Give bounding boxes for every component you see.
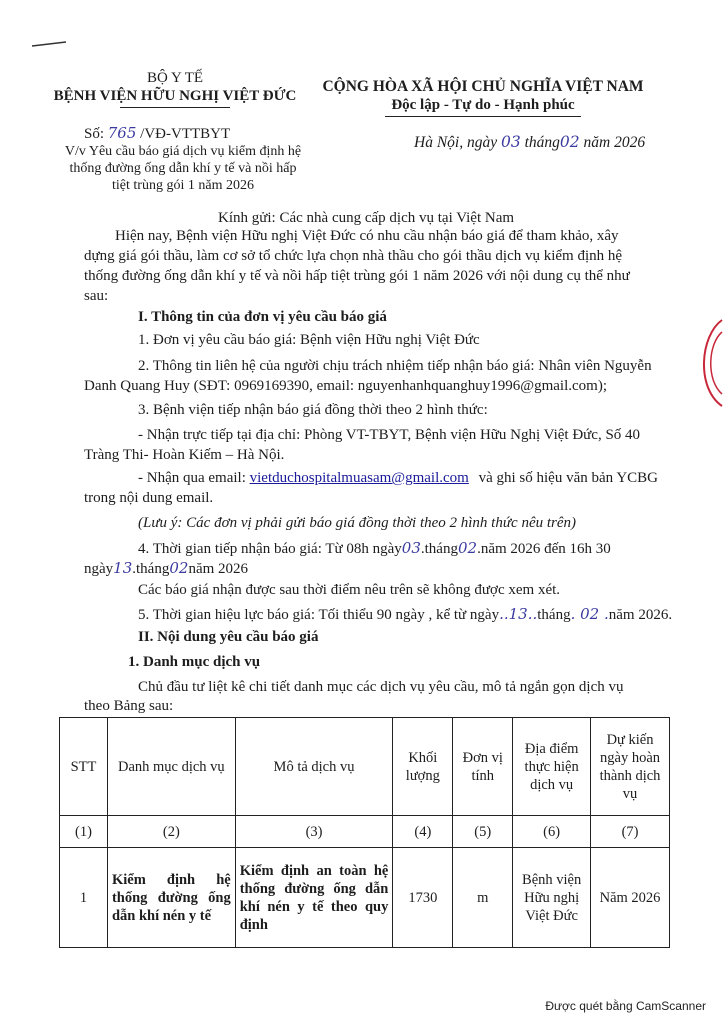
pen-mark [30,38,70,50]
place-date-prefix: Hà Nội, ngày [414,134,498,151]
item2-line: 2. Thông tin liên hệ của người chịu trách nhiệm tiếp nhận báo giá: Nhân viên Nguyễn [138,358,652,374]
late-note: Các báo giá nhận được sau thời điểm nêu trên sẽ không được xem xét. [138,582,561,598]
intro-line: thống đường ống dẫn khí y tế và nồi hấp tiệt trùng gói 1 năm 2026 với nội dung cụ thể như [84,268,630,284]
list-intro-line: Chủ đầu tư liệt kê chi tiết danh mục các dịch vụ yêu cầu, mô tả ngắn gọn dịch vụ [138,679,624,695]
hospital-underline [120,107,230,108]
item4-day2: 13 [113,559,133,577]
table-header-cell: Dự kiến ngày hoàn thành dịch vụ [591,718,670,816]
place-date [414,133,645,152]
item4-text: năm 2026 [188,561,249,577]
table-cell: Bệnh viện Hữu nghị Việt Đức [513,848,591,948]
hospital-name: BỆNH VIỆN HỮU NGHỊ VIỆT ĐỨC [53,88,297,104]
table-number-cell: (4) [393,816,453,848]
item5 [138,604,672,625]
table-cell: 1730 [393,848,453,948]
table-number-row [60,816,670,848]
table-header-cell: Mô tả dịch vụ [235,718,393,816]
note: (Lưu ý: Các đơn vị phải gửi báo giá đồng thời theo 2 hình thức nêu trên) [138,515,577,531]
item2-line: Danh Quang Huy (SĐT: 0969169390, email: nguyenhanhquanghuy1996@gmail.com); [84,378,607,394]
number-suffix: /VĐ-VTTBYT [140,126,231,142]
motto: Độc lập - Tự do - Hạnh phúc [391,97,575,113]
intro-line: sau: [84,288,109,304]
scanner-watermark: Được quét bằng CamScanner [545,999,706,1013]
red-stamp-fragment [692,318,724,408]
table-cell: m [453,848,513,948]
intro-line: Hiện nay, Bệnh viện Hữu nghị Việt Đức có nhu cầu nhận báo giá để tham khảo, xây [115,228,619,244]
table-header-cell: Danh mục dịch vụ [107,718,235,816]
day-handwritten: 03 [500,133,521,151]
table-cell: Kiểm định an toàn hệ thống đường ống dẫn khí nén y tế theo quy định [235,848,393,948]
item5-day: ..13.. [499,605,538,623]
subsection1-title: 1. Danh mục dịch vụ [128,654,261,670]
table-header-cell: Đơn vị tính [453,718,513,816]
item5-text: năm 2026. [608,607,673,623]
item3b-prefix: - Nhận qua email: [138,470,246,486]
item4-line2 [84,558,248,579]
table-number-cell: (1) [60,816,108,848]
service-table [59,717,670,948]
item4-text: 4. Thời gian tiếp nhận báo giá: Từ 08h ngày [138,541,402,557]
table-cell: Năm 2026 [591,848,670,948]
subject-line: V/v Yêu cầu báo giá dịch vụ kiểm định hệ [64,144,302,159]
month-handwritten: 02 [559,133,580,151]
table-number-cell: (3) [235,816,393,848]
table-number-cell: (6) [513,816,591,848]
item5-text: 5. Thời gian hiệu lực báo giá: Tối thiểu 90 ngày , kể từ ngày [138,607,500,623]
item4-line1 [138,538,611,559]
item4-month1: 02 [457,539,478,557]
subject-line: tiệt trùng gói 1 năm 2026 [112,178,254,193]
email-link[interactable]: vietduchospitalmuasam@gmail.com [249,470,469,486]
item5-month: . 02 . [570,605,609,623]
document-number [84,124,230,143]
item4-day1: 03 [401,539,421,557]
subject-line: thống đường ống dẫn khí y tế và nồi hấp [69,161,297,176]
year-text: năm 2026 [583,134,646,151]
number-prefix: Số: [84,126,105,142]
item5-text: tháng [537,607,571,623]
item3a-line: - Nhận trực tiếp tại địa chỉ: Phòng VT-TBYT, Bệnh viện Hữu Nghị Việt Đức, Số 40 [138,427,641,443]
item3b-suffix: và ghi số hiệu văn bản YCBG [478,470,658,486]
table-header-cell: Địa điểm thực hiện dịch vụ [513,718,591,816]
item4-text: .tháng [420,541,458,557]
table-number-cell: (2) [107,816,235,848]
table-cell: Kiểm định hệ thống đường ống dẫn khí nén y tế [107,848,235,948]
item4-text: .tháng [132,561,170,577]
month-label: tháng [524,134,560,151]
item3a-line: Tràng Thi- Hoàn Kiếm – Hà Nội. [84,447,285,463]
intro-line: dựng giá gói thầu, làm cơ sở tổ chức lựa chọn nhà thầu cho gói thầu dịch vụ kiểm định hệ [84,248,623,264]
salutation: Kính gửi: Các nhà cung cấp dịch vụ tại Việt Nam [218,210,515,226]
republic-title: CỘNG HÒA XÃ HỘI CHỦ NGHĨA VIỆT NAM [322,78,644,95]
item4-text: .năm 2026 đến 16h 30 [477,541,611,557]
table-cell: 1 [60,848,108,948]
section2-title: II. Nội dung yêu cầu báo giá [138,629,319,645]
table-number-cell: (7) [591,816,670,848]
item4-text: ngày [84,561,114,577]
item1: 1. Đơn vị yêu cầu báo giá: Bệnh viện Hữu nghị Việt Đức [138,332,480,348]
table-row [60,848,670,948]
table-header-cell: Khối lượng [393,718,453,816]
table-number-cell: (5) [453,816,513,848]
item4-month2: 02 [169,559,189,577]
number-handwritten: 765 [107,124,137,142]
section1-title: I. Thông tin của đơn vị yêu cầu báo giá [138,309,387,325]
table-header-row [60,718,670,816]
item3b-line2: trong nội dung email. [84,490,214,506]
table-header-cell: STT [60,718,108,816]
list-intro-line: theo Bảng sau: [84,698,174,714]
item3b-line [138,468,658,488]
item3: 3. Bệnh viện tiếp nhận báo giá đồng thời theo 2 hình thức: [138,402,488,418]
motto-underline [385,116,581,117]
ministry-name: BỘ Y TẾ [146,70,204,86]
